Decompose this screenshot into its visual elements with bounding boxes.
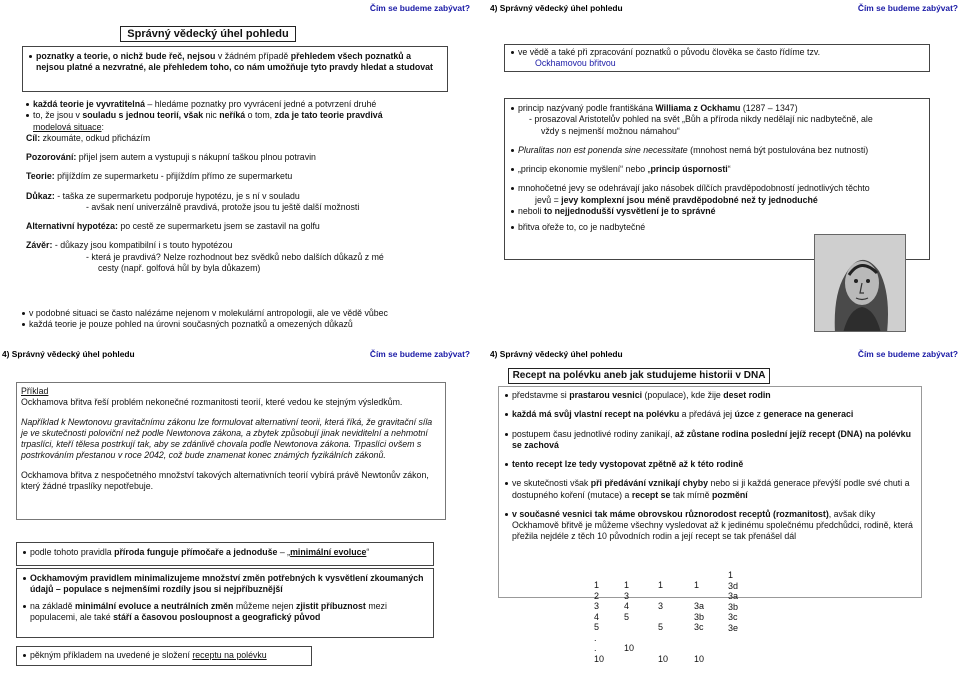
- bullet-theory-view: každá teorie je pouze pohled na úrovni současných poznatků a omezených důkazů: [22, 319, 462, 330]
- bullet-falsifiable: [26, 99, 444, 110]
- neu-t2: minimální evoluce a neutrálních změn: [75, 600, 234, 611]
- min-t1: Ockhamovým pravidlem minimalizujeme množství změn potřebných k vysvětlení zkoumaných údajů – populace s nejmenšími rozdíly jsou si nejpříbuznější: [30, 573, 424, 595]
- b2-t3: nic: [203, 110, 220, 121]
- cell: 4: [594, 611, 600, 622]
- dukaz-line2: - avšak není univerzálně pravdivá, protože jsou tu ještě další možnosti: [86, 201, 360, 212]
- recipe-bullet: [23, 650, 305, 661]
- pluralitas-bullet: [511, 145, 923, 156]
- cell: [624, 633, 634, 644]
- soup-b1: [505, 390, 915, 401]
- cx-line2: [511, 195, 923, 206]
- pluralitas-latin: Pluralitas non est ponenda sine necessitate: [518, 144, 688, 155]
- cell: 10: [624, 643, 635, 653]
- intro-text-7: a studovat: [386, 62, 433, 73]
- recipe-col-1: [594, 580, 604, 664]
- s6-t2: , avšak díky Ockhamově břitvě je můžeme všechny vysledovat až k jedinému společnému předchůdci, rodině, která přežila nejdéle z těch 10 původních rodin a její recept se tak přenášel dál: [512, 508, 913, 542]
- b2-t2: souladu s jednou teorií, však: [82, 110, 204, 121]
- cell: 1: [658, 580, 664, 590]
- zaver-text: - důkazy jsou kompatibilní i s touto hypotézou: [52, 240, 233, 251]
- cx-t2: jevy komplexní jsou méně pravděpodobné než ty jednoduché: [561, 194, 818, 205]
- b1-bold: každá teorie je vyvratitelná: [33, 99, 145, 109]
- slide-2-header-left: 4) Správný vědecký úhel pohledu: [490, 3, 623, 13]
- intro-text-6: hledat: [360, 62, 387, 73]
- s2-t5: generace na generaci: [763, 409, 854, 420]
- intro-box: [22, 46, 448, 92]
- cell: [694, 643, 704, 654]
- cx-t1: jevů =: [535, 194, 562, 205]
- s1-t4: deset rodin: [723, 390, 771, 400]
- ockham-box: [504, 44, 930, 72]
- ockham-bullet: [511, 47, 923, 58]
- eco-t2: princip úspornosti: [650, 164, 728, 174]
- cell: 3: [658, 601, 664, 611]
- recipe-box: [16, 646, 312, 666]
- s2-t3: úzce: [734, 409, 755, 420]
- slide-4-header-left: 4) Správný vědecký úhel pohledu: [490, 349, 623, 359]
- economy-bullet: [511, 164, 923, 175]
- slide-1-header-right[interactable]: Čím se budeme zabývat?: [369, 3, 470, 13]
- b2-t5: o tom,: [245, 110, 275, 121]
- zaver-label: Závěr:: [26, 240, 53, 251]
- cell: 3d: [728, 580, 739, 591]
- cell: [658, 612, 668, 623]
- slide-4-header: [490, 349, 958, 361]
- intro-text-2: nejsou: [187, 51, 216, 61]
- b2-t8: :: [101, 121, 104, 132]
- slide-2: [488, 0, 960, 338]
- cell: [658, 591, 668, 602]
- alt-text: po cestě ze supermarketu jsem se zastavil na golfu: [117, 221, 320, 231]
- ev-t4: minimální evoluce: [290, 547, 367, 557]
- slide-2-header-right[interactable]: Čím se budeme zabývat?: [857, 3, 958, 13]
- pozorovani: [26, 152, 444, 163]
- zaver-line2: - která je pravdivá? Nelze rozhodnout bez svědků nebo dalších důkazů z mé: [86, 251, 384, 262]
- teorie-text: přijíždím ze supermarketu - přijíždím přímo ze supermarketu: [54, 171, 293, 182]
- cell: 5: [624, 611, 630, 622]
- s5-t5: tak mírně: [670, 489, 713, 500]
- cell: 10: [694, 653, 705, 664]
- cell: 1: [728, 570, 734, 580]
- poz-text: přijel jsem autem a vystupuji s nákupní taškou plnou potravin: [76, 152, 316, 162]
- slide-3-header-left: 4) Správný vědecký úhel pohledu: [2, 349, 135, 359]
- s4-t1: tento recept lze tedy vystopovat zpětně až k této rodině: [512, 459, 744, 469]
- slide-4-title: Recept na polévku aneb jak studujeme historii v DNA: [508, 368, 770, 384]
- zaver-line3: cesty (např. golfová hůl by byla důkazem): [98, 262, 261, 273]
- poz-label: Pozorování:: [26, 152, 77, 162]
- s3-t2: až zůstane rodina poslední jejíž recept (DNA) na polévku se zachová: [512, 428, 911, 450]
- razor-bullet: břitva ořeže to, co je nadbytečné: [511, 222, 923, 233]
- s2-t1: každá má svůj vlastní recept na polévku: [512, 409, 680, 420]
- intro-bullet: [29, 51, 441, 74]
- cell: 1: [594, 580, 600, 590]
- recipe-table: [594, 570, 790, 676]
- cell: 1: [624, 580, 630, 590]
- pr-t1: princip nazývaný podle františkána: [518, 103, 656, 113]
- teorie: [26, 171, 444, 182]
- cell: 3: [594, 601, 600, 611]
- s2-t4: z: [754, 409, 764, 420]
- cell: [624, 622, 634, 633]
- dukaz-text: - taška ze supermarketu podporuje hypotézu, je s ní v souladu: [54, 190, 300, 201]
- alt-hypoteza: [26, 221, 444, 232]
- neu-t5: mezi populacemi, ale také: [30, 600, 387, 622]
- slide-2-header: [490, 3, 958, 15]
- cell: 3c: [728, 612, 738, 622]
- cell: 3a: [694, 601, 705, 611]
- dukaz-label: Důkaz:: [26, 190, 55, 201]
- cx-t4: to nejjednodušší vysvětlení je to správné: [543, 205, 716, 216]
- soup-b5: [505, 478, 915, 501]
- soup-b6: [505, 509, 915, 543]
- example-p2: [21, 417, 441, 462]
- simplest-bullet: [511, 206, 923, 217]
- cell: 3: [624, 590, 630, 601]
- s1-t2: prastarou vesnici: [569, 390, 643, 400]
- ockham-portrait: [814, 234, 906, 332]
- eco-t1: „princip ekonomie myšlení“ nebo „: [518, 164, 651, 174]
- cell: 3a: [728, 591, 739, 601]
- intro-text-5: a nejsou platné a nezvratné, ale přehledem toho, co nám umožňuje tyto pravdy: [36, 51, 411, 73]
- s5-t2: při předávání vznikají chyby: [590, 478, 709, 489]
- slide-4: [488, 346, 960, 684]
- portrait-illustration: [815, 235, 906, 332]
- neu-t6: stáří a časovou posloupnost a geografický původ: [113, 611, 321, 622]
- pr-t3: (1287 – 1347): [740, 103, 798, 113]
- b2-t7: modelová situace: [33, 121, 102, 132]
- cell: 2: [594, 590, 600, 601]
- intro-text-3: v žádném případě: [215, 51, 291, 61]
- cx-t3: neboli: [518, 205, 544, 216]
- cell: 3b: [728, 601, 739, 612]
- pr-t2: Williama z Ockhamu: [655, 103, 741, 113]
- slide-1: [0, 0, 472, 338]
- rec-link[interactable]: receptu na polévku: [192, 650, 267, 660]
- slide-1-title: Správný vědecký úhel pohledu: [120, 26, 296, 42]
- s1-t3: (populace), kde žije: [642, 390, 724, 400]
- slide-3-header: [2, 349, 470, 361]
- example-p1: Ockhamova břitva řeší problém nekonečné rozmanitosti teorií, které vedou ke stejným výsledkům.: [21, 397, 403, 408]
- s5-t3: nebo si ji každá generace převýší podle své chuti a dostupného koření (mutace) a: [512, 478, 910, 500]
- eco-t3: “: [727, 164, 731, 174]
- neu-t1: na základě: [30, 600, 75, 611]
- soup-box: [498, 386, 922, 598]
- complex-bullet: [511, 183, 923, 194]
- rec-t1: pěkným příkladem na uvedené je složení: [30, 650, 193, 660]
- cell: 10: [594, 653, 605, 664]
- alt-label: Alternativní hypotéza:: [26, 221, 118, 231]
- neu-t4: zjistit příbuznost: [295, 600, 366, 611]
- cell: 1: [694, 580, 700, 590]
- example-p3: Ockhamova břitva z nespočetného množství takových alternativních teorií vybírá právě Newtonův zákon, který žádné trpaslíky nepotřebuje.: [21, 469, 429, 491]
- s3-t1: postupem času jednotlivé rodiny zanikají,: [512, 428, 675, 439]
- dukaz: [26, 191, 444, 202]
- minimal-bullet: [23, 573, 427, 596]
- ev-t5: “: [366, 547, 370, 557]
- ockham-line2: Ockhamovou břitvou: [535, 58, 616, 69]
- s5-t1: ve skutečnosti však: [512, 478, 591, 489]
- s5-t4: recept se: [631, 489, 671, 500]
- soup-b2: [505, 409, 915, 420]
- cell: 5: [658, 622, 664, 632]
- slide-3-header-right[interactable]: Čím se budeme zabývat?: [369, 349, 470, 359]
- recipe-col-4: [694, 580, 704, 664]
- minimal-box: [16, 568, 434, 638]
- example-box: [16, 382, 446, 520]
- zaver: [26, 240, 444, 251]
- cell: [658, 633, 668, 644]
- neutral-bullet: [23, 601, 427, 624]
- soup-b4: [505, 459, 915, 470]
- principle-line3: vždy s nejmenší možnou námahou“: [541, 125, 680, 136]
- bottom-bullets: [22, 308, 462, 331]
- s5-t6: pozmění: [712, 489, 748, 500]
- b2-t1: to, že jsou v: [33, 110, 83, 121]
- cell: 5: [594, 622, 600, 632]
- cell: [694, 591, 704, 602]
- recipe-col-5: [728, 570, 738, 633]
- cell: 4: [624, 601, 630, 611]
- slide-3: [0, 346, 472, 684]
- principle-line2: - prosazoval Aristotelův pohled na svět „Bůh a příroda nikdy nedělají nic nadbytečně, ale: [529, 114, 873, 125]
- b2-t4: neříká: [219, 110, 246, 121]
- neu-t3: můžeme nejen: [233, 600, 296, 611]
- b2-t6: zda je tato teorie pravdivá: [274, 110, 383, 121]
- pluralitas-text: (mnohost nemá být postulována bez nutnosti): [687, 144, 869, 155]
- soup-b3: [505, 429, 915, 452]
- teorie-label: Teorie:: [26, 171, 55, 182]
- cell: .: [594, 632, 597, 643]
- s6-t1: v současné vesnici tak máme obrovskou různorodost receptů (rozmanitost): [512, 508, 829, 519]
- s2-t2: a předává jej: [679, 409, 735, 420]
- example-p2-text: Například k Newtonovu gravitačnímu zákonu lze formulovat alternativní teorii, která říká, že gravitační síla je ve skutečnosti poloviční než podle Newtonova zákona, a zbytek způsobují jinak neviditelní a nehmotní trpaslíci, kteří tělesa postrkují tak, aby se zdánlivě chovala podle Newtonova zákona.: [21, 416, 433, 449]
- cil: [26, 133, 444, 144]
- slide-4-header-right[interactable]: Čím se budeme zabývat?: [857, 349, 958, 359]
- b1-text: – hledáme poznatky pro vyvrácení jedné a potvrzení druhé: [144, 99, 377, 109]
- cell: .: [594, 643, 597, 653]
- evolution-box: [16, 542, 434, 566]
- cell: 3e: [728, 622, 739, 633]
- principle-bullet: [511, 103, 923, 114]
- slide-1-header: [2, 3, 470, 15]
- cell: 3c: [694, 622, 704, 632]
- cell: 3b: [694, 611, 705, 622]
- example-heading: Příklad: [21, 386, 49, 396]
- cell: [658, 643, 668, 654]
- ockham-line1: ve vědě a také při zpracování poznatků o původu člověka se často řídíme tzv.: [518, 47, 821, 57]
- ev-t2: příroda funguje přímočaře a jednoduše: [114, 547, 278, 557]
- example-p2b-text: Trpaslíci ovšem s postrkováním přestanou v roce 2042, což bude znamenat konec známých fyzikálních zákonů.: [21, 439, 422, 461]
- recipe-col-3: [658, 580, 668, 664]
- body-box: [22, 96, 448, 338]
- cil-label: Cíl:: [26, 132, 41, 143]
- cell: 10: [658, 653, 669, 664]
- intro-text-4: přehledem všech poznatků: [290, 51, 404, 61]
- cil-text: zkoumáte, odkud přicházím: [40, 132, 151, 143]
- intro-text-1: poznatky a teorie, o nichž bude řeč,: [36, 51, 188, 61]
- ev-t3: – „: [277, 547, 291, 557]
- s1-t1: představme si: [512, 390, 570, 400]
- bullet-similar: v podobné situaci se často nalézáme nejenom v molekulární antropologii, ale ve vědě vůbec: [22, 308, 462, 319]
- evolution-bullet: [23, 547, 427, 558]
- cx-line1: mnohočetné jevy se odehrávají jako násobek dílčích pravděpodobností jednotlivých těchto: [518, 183, 870, 194]
- cell: [694, 633, 704, 644]
- recipe-col-2: [624, 580, 634, 654]
- bullet-agreement: [26, 110, 444, 133]
- ev-t1: podle tohoto pravidla: [30, 547, 115, 557]
